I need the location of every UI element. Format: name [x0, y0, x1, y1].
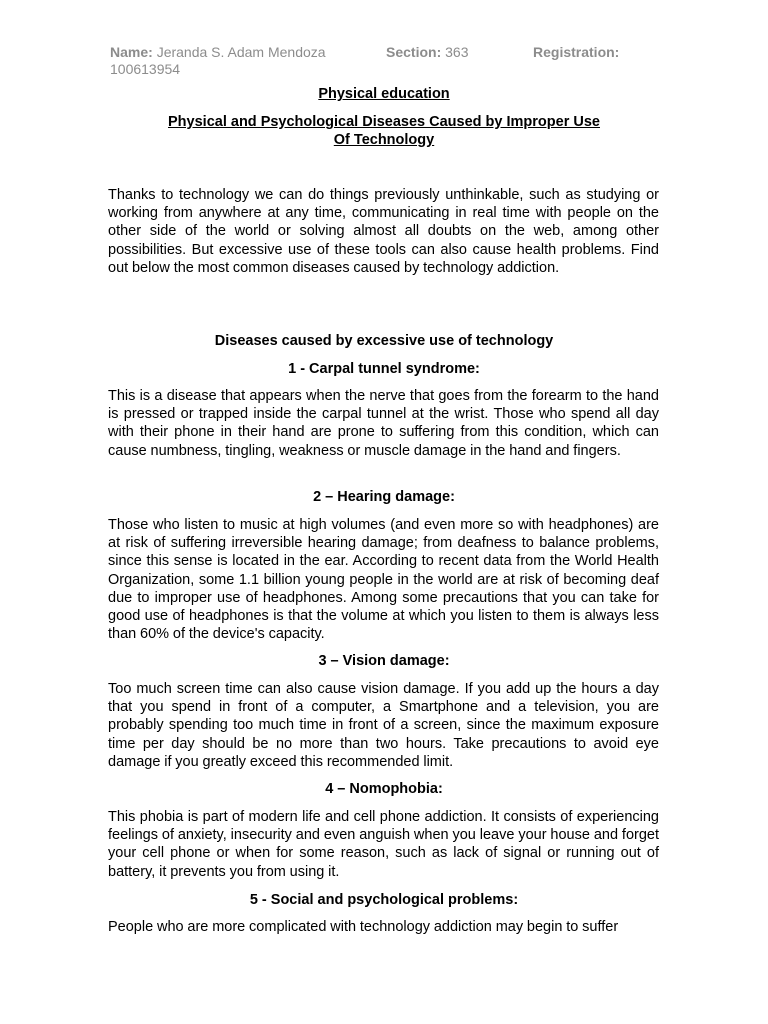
section-heading-hearing-damage: 2 – Hearing damage:: [313, 489, 455, 505]
section-body-hearing-damage: Those who listen to music at high volumes (and even more so with headphones) are at risk of suffering irreversible hearing damage; from deafness to balance problems, since this sense is located in the ear. According to recent data from the World Health Organization, some 1.1 billion young people in the world are at risk of becoming deaf due to improper use of headphones. Among some precautions that you can take for good use of headphones is that the volume at which you listen to them is always less than 60% of the device's capacity.: [108, 517, 659, 643]
registration: [533, 44, 619, 60]
name-value: Jeranda S. Adam Mendoza: [156, 44, 326, 60]
registration-value: 100613954: [110, 61, 181, 77]
section-body-social-psychological: People who are more complicated with technology addiction may begin to suffer: [108, 919, 619, 935]
intro-paragraph: Thanks to technology we can do things previously unthinkable, such as studying or working from anywhere at any time, communicating in real time with people on the other side of the world or solving almost all doubts on the web, among other possibilities. But excessive use of these tools can also cause health problems. Find out below the most common diseases caused by technology addiction.: [108, 187, 659, 276]
document-title-line2: Of Technology: [333, 132, 435, 148]
name-label: Name:: [110, 44, 153, 60]
diseases-heading: Diseases caused by excessive use of technology: [214, 333, 554, 349]
student-name: [110, 44, 326, 60]
document-title-line1: Physical and Psychological Diseases Caused by Improper Use: [168, 114, 600, 130]
section-label: Section:: [386, 44, 442, 60]
student-info-header: [110, 44, 670, 62]
section-heading-nomophobia: 4 – Nomophobia:: [325, 781, 443, 797]
registration-label: Registration:: [533, 44, 620, 60]
section-heading-social-psychological: 5 - Social and psychological problems:: [249, 892, 519, 908]
section-body-nomophobia: This phobia is part of modern life and cell phone addiction. It consists of experiencing feelings of anxiety, insecurity and even anguish when you leave your house and forget your cell phone or when for some reason, such as lack of signal or running out of battery, it prevents you from using it.: [108, 809, 659, 880]
section-body-carpal-tunnel: This is a disease that appears when the nerve that goes from the forearm to the hand is pressed or trapped inside the carpal tunnel at the wrist. Those who spend all day with their phone in their hand are prone to suffering from this condition, which can cause numbness, tingling, weakness or muscle damage in the hand and fingers.: [108, 388, 659, 459]
section-value: 363: [445, 44, 469, 60]
student-section: [386, 44, 468, 60]
section-body-vision-damage: Too much screen time can also cause vision damage. If you add up the hours a day that you spend in front of a computer, a Smartphone and a television, you are probably spending too much time in front of a screen, since the maximum exposure time per day should be no more than two hours. Take precautions to avoid eye damage if you greatly exceed this recommended limit.: [108, 681, 659, 770]
section-heading-carpal-tunnel: 1 - Carpal tunnel syndrome:: [288, 361, 480, 377]
section-heading-vision-damage: 3 – Vision damage:: [318, 653, 450, 669]
subject-title: Physical education: [318, 86, 450, 102]
